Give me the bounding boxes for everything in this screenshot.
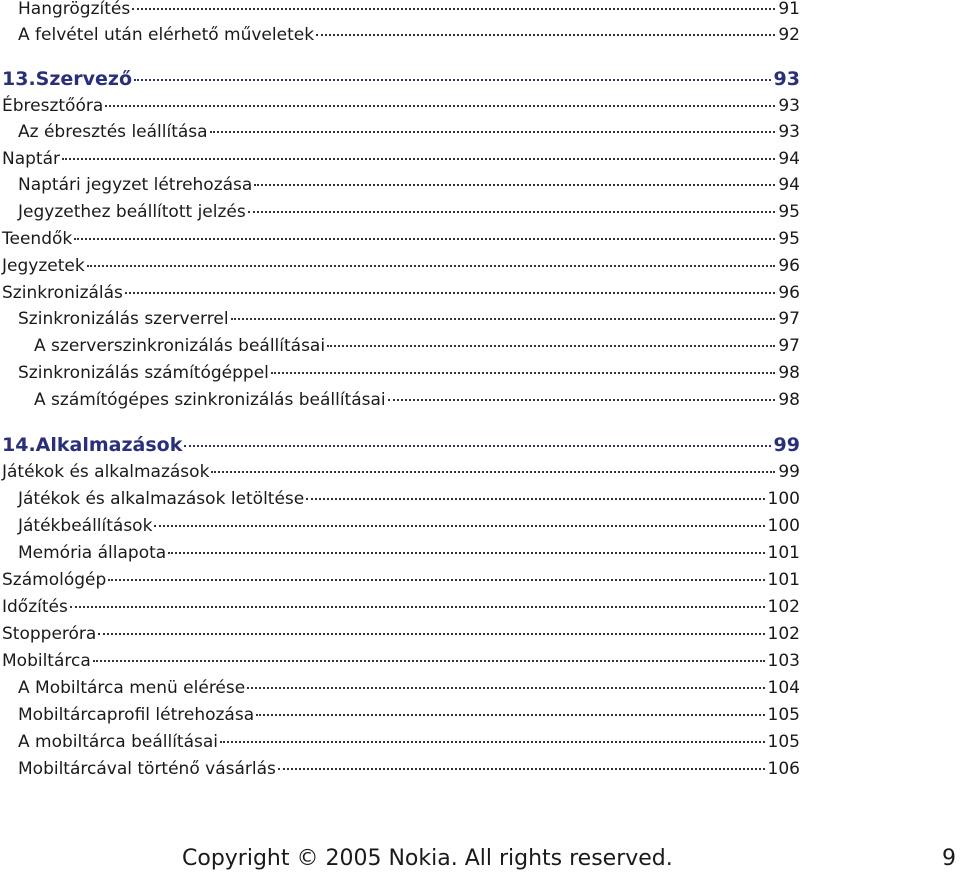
dot-leader [154,525,764,527]
toc-entry-page: 99 [778,462,800,482]
toc-entry-label: 14.Alkalmazások [2,434,183,456]
toc-entry-page: 106 [767,759,800,779]
toc-entry-label: Játékok és alkalmazások letöltése [18,489,305,509]
toc-entry-page: 105 [767,705,800,725]
dot-leader [254,184,775,186]
toc-entry-page: 104 [767,678,800,698]
toc-entry[interactable] [34,387,800,413]
toc-entry[interactable] [18,0,800,22]
toc-entry-label: Mobiltárcával történő vásárlás [18,759,276,779]
toc-entry-label: A szerverszinkronizálás beállításai [34,336,326,356]
copyright-notice: Copyright © 2005 Nokia. All rights reserved. [182,846,673,871]
toc-entry-page: 101 [767,543,800,563]
toc-entry[interactable] [18,199,800,225]
toc-entry-page: 98 [778,390,800,410]
toc-entry-page: 94 [778,149,800,169]
toc-entry-page: 97 [778,309,800,329]
toc-entry-label: A mobiltárca beállításai [18,732,219,752]
toc-entry-label: Naptári jegyzet létrehozása [18,175,253,195]
toc-entry[interactable] [18,540,800,566]
dot-leader [247,687,764,689]
toc-entry-page: 98 [778,363,800,383]
dot-leader [256,714,764,716]
toc-entry[interactable] [2,567,800,593]
toc-entry-page: 96 [778,283,800,303]
toc-entry-label: Memória állapota [18,543,167,563]
toc-entry[interactable] [18,756,800,782]
dot-leader [184,445,770,447]
dot-leader [168,552,764,554]
dot-leader [105,105,775,107]
toc-entry-page: 93 [773,68,800,90]
toc-entry-page: 91 [778,0,800,19]
toc-entry[interactable] [2,459,800,485]
toc-entry-label: Jegyzetek [2,256,85,276]
toc-chapter[interactable] [2,432,800,458]
toc-entry-label: A Mobiltárca menü elérése [18,678,246,698]
toc-entry-page: 102 [767,624,800,644]
toc-entry-label: Mobiltárcaprofil létrehozása [18,705,255,725]
toc-entry-label: A felvétel után elérhető műveletek [18,25,315,45]
dot-leader [62,158,775,160]
toc-entry[interactable] [18,513,800,539]
toc-entry-label: Ébresztőóra [2,96,104,116]
toc-entry-page: 92 [778,25,800,45]
toc-entry-label: Játékbeállítások [18,516,153,536]
toc-entry[interactable] [18,22,800,48]
dot-leader [231,318,775,320]
dot-leader [108,579,764,581]
dot-leader [74,238,775,240]
dot-leader [316,34,775,36]
toc-entry-label: Szinkronizálás [2,283,123,303]
toc-entry-label: Mobiltárca [2,651,91,671]
toc-entry[interactable] [18,729,800,755]
toc-entry-label: 13.Szervező [2,68,133,90]
toc-entry-label: Naptár [2,149,60,169]
toc-entry-label: Stopperóra [2,624,97,644]
toc-entry-page: 96 [778,256,800,276]
toc-entry[interactable] [2,253,800,279]
toc-entry[interactable] [18,360,800,386]
toc-entry-page: 100 [767,516,800,536]
toc-entry[interactable] [18,119,800,145]
toc-entry[interactable] [2,648,800,674]
toc-entry-page: 105 [767,732,800,752]
toc-entry-label: Játékok és alkalmazások [2,462,210,482]
toc-entry-label: Jegyzethez beállított jelzés [18,202,246,222]
toc-entry-page: 95 [778,229,800,249]
toc-entry-label: A számítógépes szinkronizálás beállításai [34,390,386,410]
toc-entry-label: Számológép [2,570,107,590]
page-footer [0,846,960,878]
toc-entry-page: 103 [767,651,800,671]
dot-leader [93,660,765,662]
toc-entry-label: Időzítés [2,597,68,617]
dot-leader [248,211,775,213]
toc-entry[interactable] [34,333,800,359]
toc-entry-page: 94 [778,175,800,195]
toc-entry-label: Az ébresztés leállítása [18,122,208,142]
toc-entry-page: 95 [778,202,800,222]
dot-leader [220,741,765,743]
toc-entry-page: 97 [778,336,800,356]
toc-entry[interactable] [18,306,800,332]
toc-entry[interactable] [18,702,800,728]
toc-entry-label: Teendők [2,229,73,249]
page-number: 9 [942,846,956,871]
toc-entry[interactable] [2,93,800,119]
toc-entry-label: Szinkronizálás szerverrel [18,309,229,329]
toc-entry[interactable] [18,675,800,701]
toc-entry-page: 93 [778,96,800,116]
dot-leader [98,633,764,635]
toc-entry[interactable] [18,172,800,198]
toc-entry-label: Szinkronizálás számítógéppel [18,363,269,383]
toc-entry[interactable] [2,621,800,647]
toc-entry-page: 99 [773,434,800,456]
dot-leader [210,131,775,133]
toc-chapter[interactable] [2,66,800,92]
toc-entry[interactable] [18,486,800,512]
toc-entry-page: 93 [778,122,800,142]
toc-entry-page: 102 [767,597,800,617]
dot-leader [327,345,775,347]
toc-entry-label: Hangrögzítés [18,0,131,19]
toc-entry[interactable] [2,594,800,620]
dot-leader [132,8,775,10]
dot-leader [211,471,775,473]
dot-leader [306,498,764,500]
dot-leader [125,292,775,294]
dot-leader [87,265,775,267]
toc-entry[interactable] [2,226,800,252]
dot-leader [271,372,775,374]
dot-leader [70,606,765,608]
dot-leader [134,79,771,81]
toc-entry-page: 100 [767,489,800,509]
toc-entry-page: 101 [767,570,800,590]
toc-entry[interactable] [2,146,800,172]
dot-leader [388,399,775,401]
dot-leader [278,768,765,770]
toc-entry[interactable] [2,280,800,306]
